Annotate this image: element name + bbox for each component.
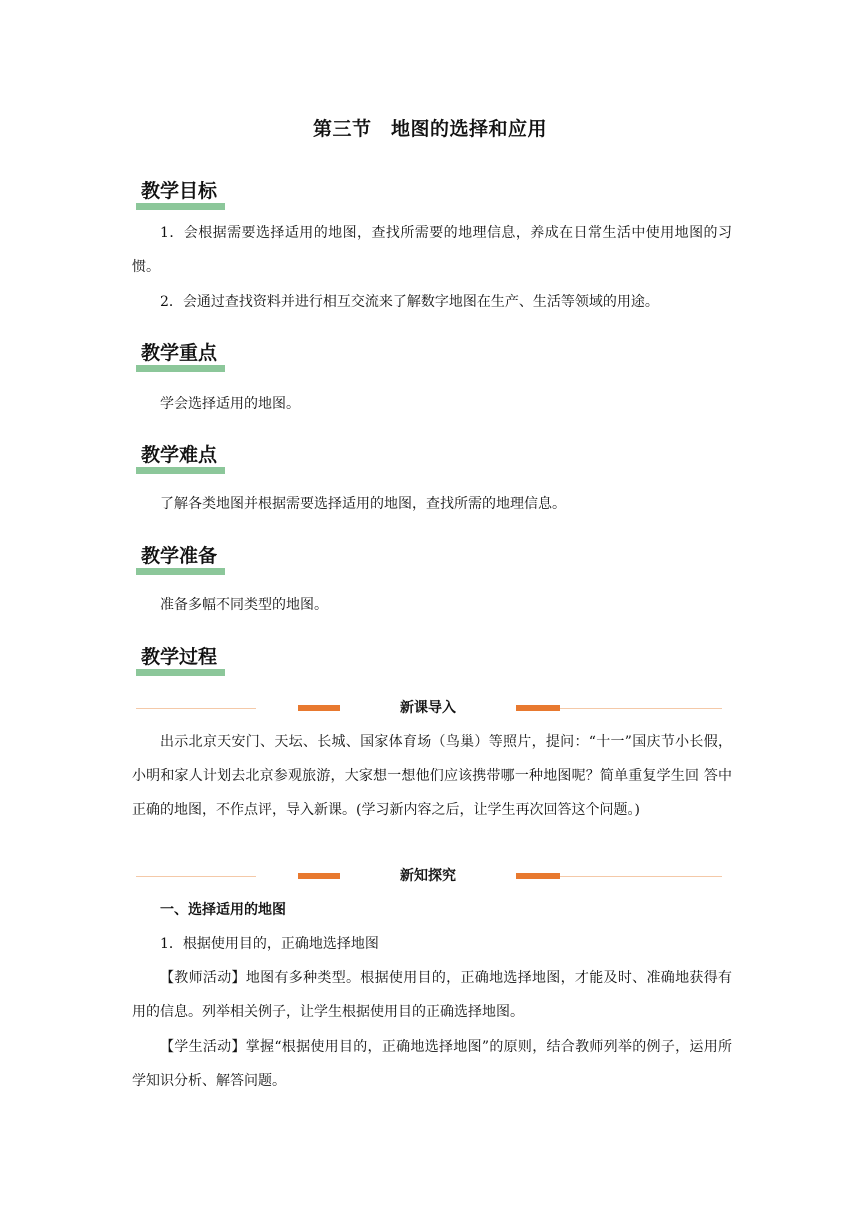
- divider-label: 新课导入: [400, 700, 456, 716]
- divider-line: [136, 876, 256, 877]
- heading-underline: [136, 203, 225, 210]
- divider-label: 新知探究: [400, 868, 456, 884]
- heading-underline: [136, 568, 225, 575]
- heading-text: 教学难点: [141, 444, 218, 466]
- student-activity: 【学生活动】掌握“根据使用目的，正确地选择地图”的原则，结合教师列举的例子，运用所学知识分析、解答问题。: [132, 1039, 732, 1089]
- key-points-text: 学会选择适用的地图。: [160, 396, 300, 412]
- heading-text: 教学准备: [141, 545, 218, 567]
- page-title: 第三节 地图的选择和应用: [312, 118, 547, 140]
- divider-line: [136, 708, 256, 709]
- objective-item-2: 2．会通过查找资料并进行相互交流来了解数字地图在生产、生活等领域的用途。: [160, 294, 659, 310]
- divider-block: [516, 705, 560, 711]
- heading-underline: [136, 669, 225, 676]
- heading-underline: [136, 467, 225, 474]
- heading-text: 教学重点: [141, 342, 218, 364]
- explore-point-1: 1．根据使用目的，正确地选择地图: [160, 936, 379, 952]
- heading-text: 教学过程: [141, 646, 218, 668]
- heading-text: 教学目标: [141, 180, 218, 202]
- divider-line: [560, 876, 722, 877]
- difficulties-text: 了解各类地图并根据需要选择适用的地图，查找所需的地理信息。: [160, 496, 566, 512]
- teacher-activity: 【教师活动】地图有多种类型。根据使用目的，正确地选择地图，才能及时、准确地获得有用的信息。列举相关例子，让学生根据使用目的正确选择地图。: [132, 970, 732, 1020]
- divider-line: [560, 708, 722, 709]
- objective-item-1: 1．会根据需要选择适用的地图，查找所需要的地理信息，养成在日常生活中使用地图的习惯。: [132, 225, 732, 275]
- divider-block: [516, 873, 560, 879]
- subsection-divider-explore: [136, 866, 722, 886]
- intro-text: 出示北京天安门、天坛、长城、国家体育场（鸟巢）等照片，提问：“十一”国庆节小长假，小明和家人计划去北京参观旅游，大家想一想他们应该携带哪一种地图呢？简单重复学生回 答中正确的地图，不作点评，导入新课。(学习新内容之后，让学生再次回答这个问题。): [132, 734, 732, 818]
- preparation-text: 准备多幅不同类型的地图。: [160, 597, 328, 613]
- divider-block: [298, 705, 340, 711]
- heading-underline: [136, 365, 225, 372]
- divider-block: [298, 873, 340, 879]
- explore-subheading: 一、选择适用的地图: [160, 902, 286, 918]
- subsection-divider-intro: [136, 698, 722, 718]
